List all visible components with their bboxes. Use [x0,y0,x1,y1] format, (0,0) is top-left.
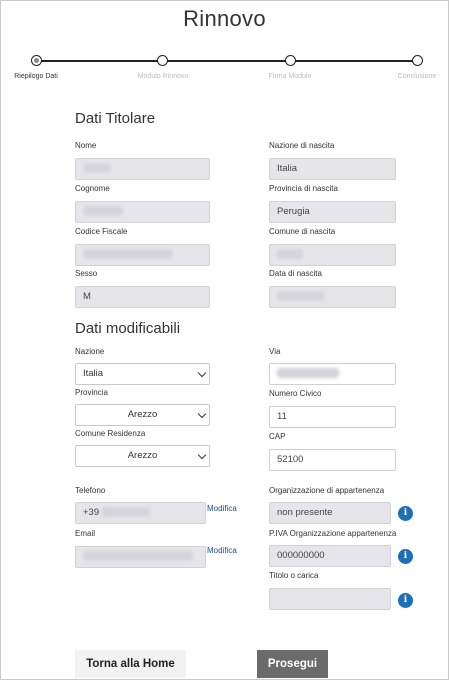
nome-label: Nome [75,141,97,150]
provincia-label: Provincia [75,388,108,397]
provincia-select[interactable] [75,404,210,426]
sesso-field: M [75,286,210,308]
titolo-label: Titolo o carica [269,571,319,580]
cognome-redacted [83,206,123,216]
nazione-nascita-field: Italia [269,158,396,180]
organizzazione-field: non presente [269,502,391,524]
telefono-label: Telefono [75,486,106,495]
cognome-label: Cognome [75,184,110,193]
comune-residenza-select[interactable] [75,445,210,467]
nazione-label: Nazione [75,347,105,356]
email-modifica-link[interactable]: Modifica [207,546,237,555]
chevron-down-icon [198,369,206,377]
section-dati-titolare: Dati Titolare [75,110,156,127]
step-2-label: Modulo Rinnovo [137,73,189,80]
comune-nascita-field [269,244,396,266]
nome-field [75,158,210,180]
step-4-label: Conclusione [397,73,437,80]
email-field [75,546,206,568]
organizzazione-label: Organizzazione di appartenenza [269,486,385,495]
provincia-nascita-field: Perugia [269,201,396,223]
organizzazione-info-icon[interactable]: i [398,506,413,521]
cap-label: CAP [269,432,286,441]
next-button[interactable]: Prosegui [257,650,328,678]
sesso-label: Sesso [75,269,98,278]
cap-input[interactable]: 52100 [269,449,396,471]
titolo-info-icon[interactable]: i [398,593,413,608]
piva-info-icon[interactable]: i [398,549,413,564]
nazione-value: Italia [83,368,104,379]
email-redacted [83,551,193,561]
numero-civico-input[interactable]: 11 [269,406,396,428]
comune-nascita-redacted [277,249,303,259]
titolo-field [269,588,391,610]
step-2-dot [157,55,168,66]
home-button[interactable]: Torna alla Home [75,650,186,678]
step-3-dot [285,55,296,66]
via-label: Via [269,347,281,356]
piva-field: 000000000 [269,545,391,567]
stepper-line [36,60,417,62]
telefono-field [75,502,206,524]
cognome-field [75,201,210,223]
data-nascita-redacted [277,291,325,301]
numero-civico-label: Numero Civico [269,389,322,398]
chevron-down-icon [198,410,206,418]
codice-fiscale-redacted [83,249,173,259]
data-nascita-label: Data di nascita [269,269,322,278]
via-input[interactable] [269,363,396,385]
comune-residenza-label: Comune Residenza [75,429,146,438]
nazione-nascita-label: Nazione di nascita [269,141,335,150]
nome-redacted [83,163,111,173]
step-1-dot [31,55,42,66]
nazione-select[interactable] [75,363,210,385]
telefono-modifica-link[interactable]: Modifica [207,504,237,513]
telefono-redacted [102,507,150,517]
comune-residenza-value: Arezzo [127,450,158,461]
data-nascita-field [269,286,396,308]
comune-nascita-label: Comune di nascita [269,227,336,236]
page-title: Rinnovo [183,6,266,31]
chevron-down-icon [198,451,206,459]
via-redacted [277,368,339,378]
email-label: Email [75,529,96,538]
codice-fiscale-field [75,244,210,266]
codice-fiscale-label: Codice Fiscale [75,227,128,236]
provincia-nascita-label: Provincia di nascita [269,184,338,193]
provincia-value: Arezzo [127,409,158,420]
section-dati-modificabili: Dati modificabili [75,320,181,337]
step-3-label: Firma Modulo [268,73,312,80]
piva-label: P.IVA Organizzazione appartenenza [269,529,397,538]
step-4-dot [412,55,423,66]
step-1-label: Riepilogo Dati [14,73,58,80]
telefono-prefix: +39 [83,507,100,518]
